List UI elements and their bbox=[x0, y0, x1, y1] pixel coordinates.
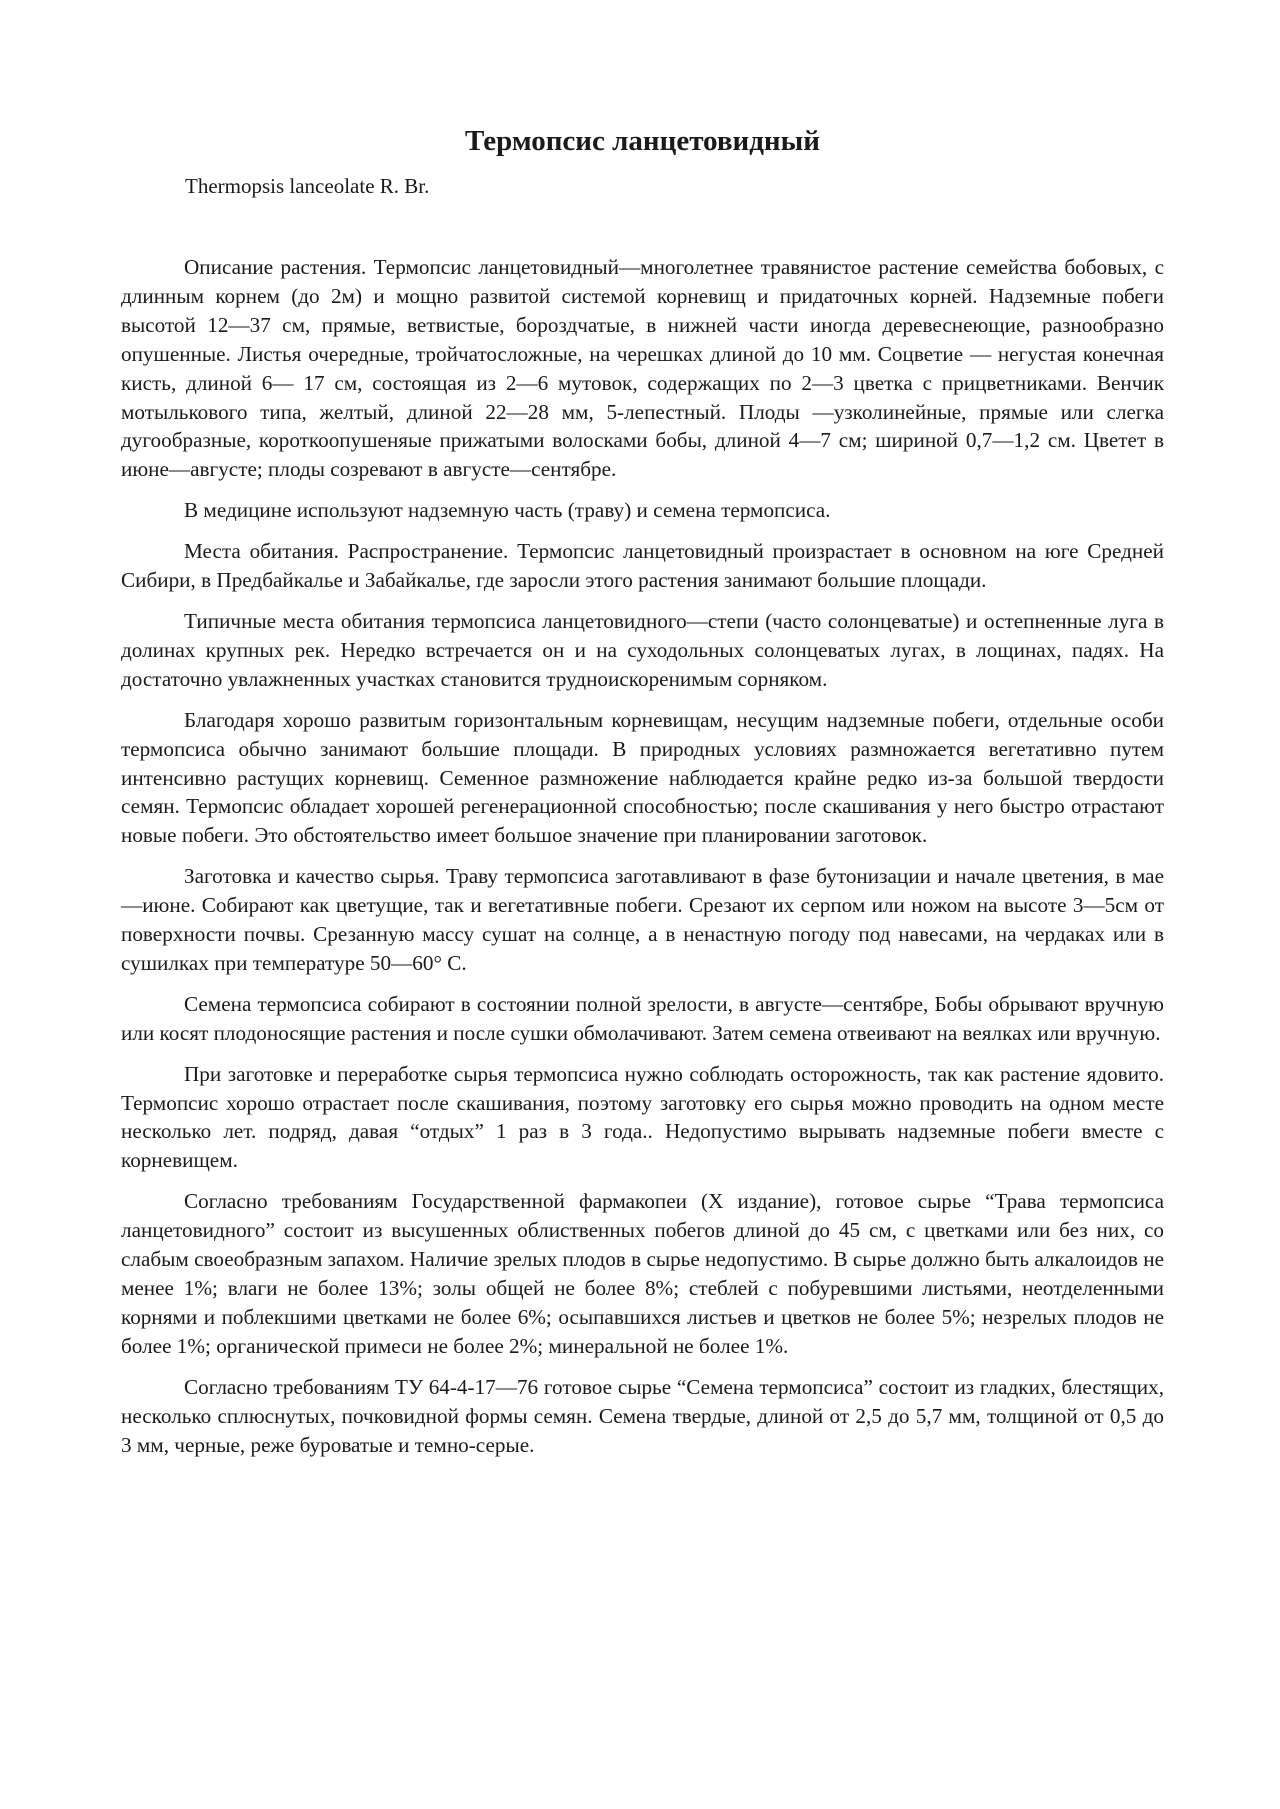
paragraph-typical-habitat: Типичные места обитания термопсиса ланцетовидного—степи (часто солонцеватые) и остепненные луга в долинах крупных рек. Нередко встречается он и на суходольных солонцеватых лугах, в лощинах, падях. На достаточно увлажненных участках становится трудноискоренимым сорняком. bbox=[121, 608, 1164, 691]
latin-name: Thermopsis lanceolate R. Br. bbox=[185, 174, 430, 198]
paragraph-habitat: Места обитания. Распространение. Термопсис ланцетовидный произрастает в основном на юге Средней Сибири, в Предбайкалье и Забайкалье, где заросли этого растения занимают большие площади. bbox=[121, 539, 1164, 593]
paragraph-reproduction: Благодаря хорошо развитым горизонтальным корневищам, несущим надземные побеги, отдельные особи термопсиса обычно занимают большие площади. В природных условиях размножается вегетативно путем интенсивно растущих корневищ. Семенное размножение наблюдается крайне редко из-за большой твердости семян. Термопсис обладает хорошей регенерационной способностью; после скашивания у него быстро отрастают новые побеги. Это обстоятельство имеет большое значение при планировании заготовок. bbox=[121, 707, 1164, 848]
document-title: Термопсис ланцетовидный bbox=[465, 125, 820, 157]
document-page bbox=[121, 120, 1164, 1471]
paragraph-medicine-use: В медицине используют надземную часть (траву) и семена термопсиса. bbox=[184, 498, 831, 523]
paragraph-pharmacopoeia: Согласно требованиям Государственной фармакопеи (X издание), готовое сырье “Трава термопсиса ланцетовидного” состоит из высушенных облиственных побегов длиной до 45 см, с цветками или без них, со слабым своеобразным запахом. Наличие зрелых плодов в сырье недопустимо. В сырье должно быть алкалоидов не менее 1%; влаги не более 13%; золы общей не более 8%; стеблей с побуревшими листьями, неотделенными корнями и поблекшими цветками не более 6%; осыпавшихся листьев и цветков не более 5%; незрелых плодов не более 1%; органической примеси не более 2%; минеральной не более 1%. bbox=[121, 1189, 1164, 1358]
paragraph-tu-requirements: Согласно требованиям ТУ 64-4-17—76 готовое сырье “Семена термопсиса” состоит из гладких, блестящих, несколько сплюснутых, почковидной формы семян. Семена твердые, длиной от 2,5 до 5,7 мм, толщиной от 0,5 до 3 мм, черные, реже буроватые и темно-серые. bbox=[121, 1374, 1164, 1457]
document-body bbox=[121, 253, 1164, 1459]
paragraph-precautions: При заготовке и переработке сырья термопсиса нужно соблюдать осторожность, так как растение ядовито. Термопсис хорошо отрастает после скашивания, поэтому заготовку его сырья можно проводить на одном месте несколько лет. подряд, давая “отдых” 1 раз в 3 года.. Недопустимо вырывать надземные побеги вместе с корневищем. bbox=[121, 1061, 1164, 1173]
paragraph-description: Описание растения. Термопсис ланцетовидный—многолетнее травянистое растение семейства бобовых, с длинным корнем (до 2м) и мощно развитой системой корневищ и придаточных корней. Надземные побеги высотой 12—37 см, прямые, ветвистые, бороздчатые, в нижней части иногда деревеснеющие, разнообразно опушенные. Листья очередные, тройчатосложные, на черешках длиной до 10 мм. Соцветие — негустая конечная кисть, длиной 6— 17 см, состоящая из 2—6 мутовок, содержащих по 2—3 цветка с прицветниками. Венчик мотылькового типа, желтый, длиной 22—28 мм, 5-лепестный. Плоды —узколинейные, прямые или слегка дугообразные, короткоопушеняые прижатыми волосками бобы, длиной 4—7 см; шириной 0,7—1,2 см. Цветет в июне—августе; плоды созревают в августе—сентябре. bbox=[121, 255, 1164, 482]
paragraph-seeds: Семена термопсиса собирают в состоянии полной зрелости, в августе—сентябре, Бобы обрывают вручную или косят плодоносящие растения и после сушки обмолачивают. Затем семена отвеивают на веялках или вручную. bbox=[121, 991, 1164, 1045]
paragraph-harvesting: Заготовка и качество сырья. Траву термопсиса заготавливают в фазе бутонизации и начале цветения, в мае—июне. Собирают как цветущие, так и вегетативные побеги. Срезают их серпом или ножом на высоте 3—5см от поверхности почвы. Срезанную массу сушат на солнце, а в ненастную погоду под навесами, на чердаках или в сушилках при температуре 50—60° С. bbox=[121, 864, 1164, 975]
